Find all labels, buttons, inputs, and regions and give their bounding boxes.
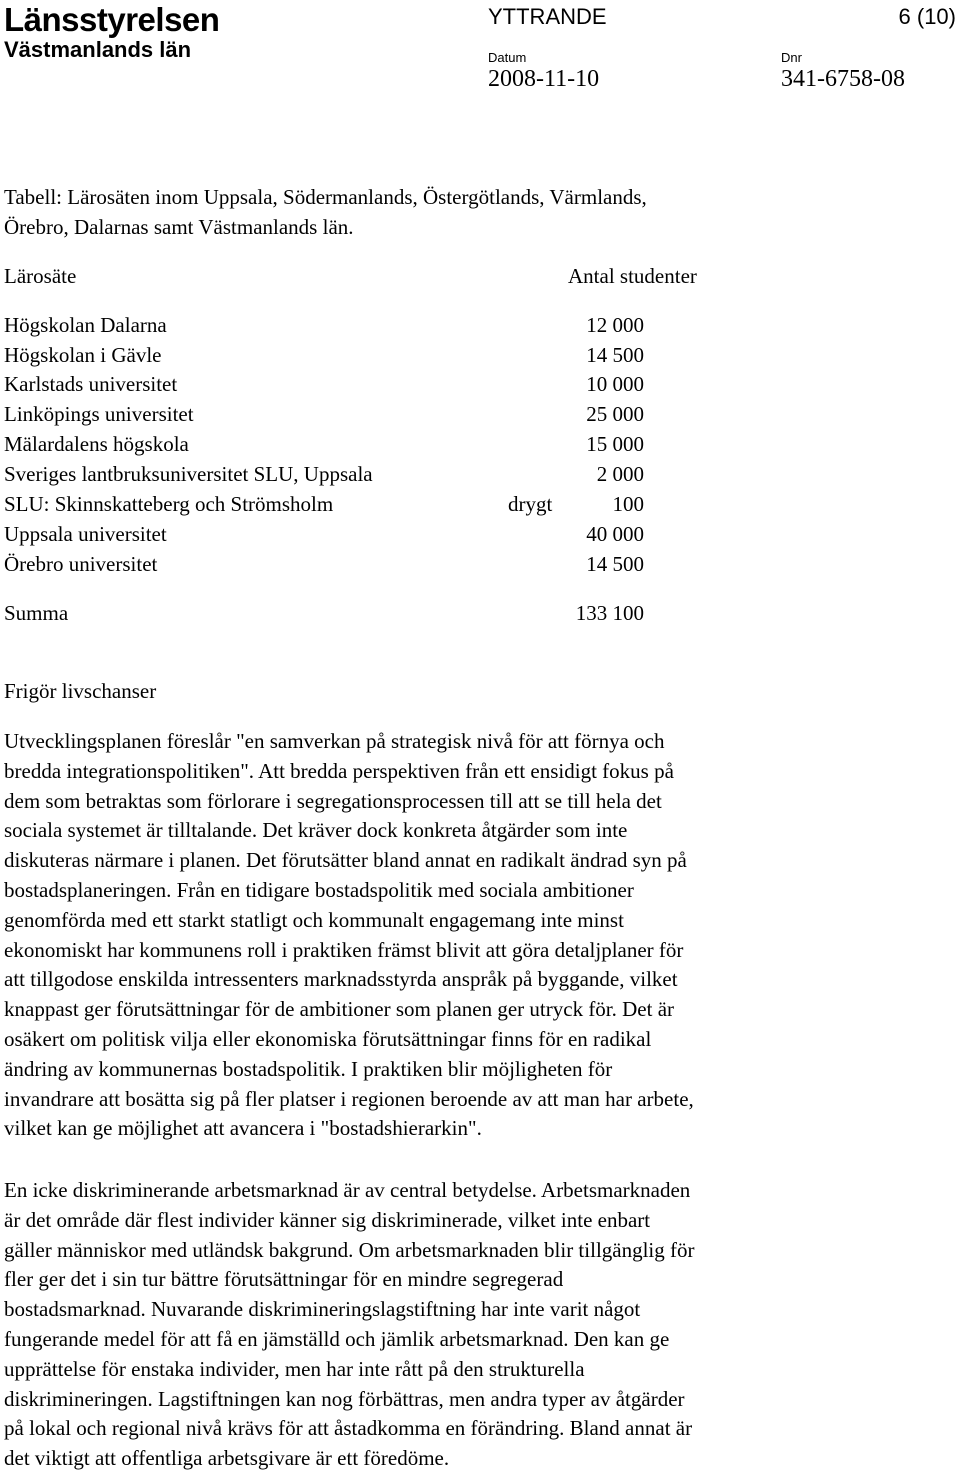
text-line: genomförda med ett starkt statligt och kommunalt engagemang inte minst [4, 907, 624, 932]
text-line: En icke diskriminerande arbetsmarknad är av central betydelse. Arbetsmarknaden [4, 1178, 691, 1202]
text-line: diskrimineringen. Lagstiftningen kan nog förbättras, men andra typer av åtgärder [4, 1386, 685, 1411]
text-line: osäkert om politisk vilja eller ekonomiska förutsättningar finns för en radikal [4, 1026, 652, 1051]
student-count: 14 500 [586, 343, 644, 367]
institution-name: Karlstads universitet [4, 372, 178, 396]
column-header-institution: Lärosäte [4, 264, 77, 288]
student-count: 15 000 [586, 432, 644, 456]
student-count: 40 000 [586, 522, 644, 546]
authority-logo [4, 2, 219, 62]
institution-name: Högskolan Dalarna [4, 313, 167, 337]
text-line: bredda integrationspolitiken". Att bredda perspektiven från ett ensidigt fokus på [4, 758, 674, 783]
column-header-students: Antal studenter [568, 264, 697, 288]
student-count: 10 000 [586, 372, 644, 396]
student-count: 2 000 [596, 462, 644, 486]
text-line: vilket kan ge möjlighet att avancera i "bostadshierarkin". [4, 1116, 482, 1141]
logo-county: Västmanlands län [4, 37, 192, 62]
institution-name: Linköpings universitet [4, 402, 194, 426]
text-line: fungerande medel för att få en jämställd och jämlik arbetsmarknad. Den kan ge [4, 1326, 670, 1351]
text-line: Utvecklingsplanen föreslår "en samverkan på strategisk nivå för att förnya och [4, 729, 665, 753]
student-count: 100 [612, 492, 644, 516]
institution-name: Sveriges lantbruksuniversitet SLU, Uppsala [4, 462, 373, 486]
text-line: fler ger det i sin tur bättre förutsättningar för en mindre segregerad [4, 1267, 564, 1292]
date-value: 2008-11-10 [488, 66, 600, 92]
student-count: 14 500 [586, 552, 644, 576]
institution-name: Mälardalens högskola [4, 432, 189, 456]
table-caption [4, 182, 904, 242]
total-label: Summa [4, 601, 69, 625]
logo-name: Länsstyrelsen [4, 1, 220, 38]
text-line: det viktigt att offentliga arbetsgivare är ett föredöme. [4, 1446, 450, 1471]
institution-name: SLU: Skinnskatteberg och Strömsholm [4, 492, 334, 516]
text-line: upprättelse för enstaka individer, men har inte rått på den strukturella [4, 1356, 585, 1381]
text-line: gäller människor med utländsk bakgrund. Om arbetsmarknaden blir tillgänglig för [4, 1237, 695, 1262]
paragraph-2 [4, 1176, 695, 1474]
text-line: bostadsmarknad. Nuvarande diskrimineringslagstiftning har inte varit något [4, 1297, 641, 1322]
text-line: bostadsplaneringen. Från en tidigare bostadspolitik med sociala ambitioner [4, 877, 634, 902]
dnr-label: Dnr [781, 50, 802, 65]
date-label: Datum [488, 50, 527, 65]
dnr-value: 341-6758-08 [781, 66, 905, 92]
text-line: är det område där flest individer känner sig diskriminerade, vilket inte enbart [4, 1207, 651, 1232]
caption-line: Örebro, Dalarnas samt Västmanlands län. [4, 215, 354, 239]
text-line: dem som betraktas som förlorare i segregationsprocessen till att se till hela det [4, 788, 662, 813]
text-line: invandrare att bosätta sig på fler platser i regionen beroende av att man har arbete, [4, 1086, 694, 1111]
total-value: 133 100 [575, 601, 644, 625]
institution-name: Örebro universitet [4, 552, 158, 576]
text-line: ekonomiskt har kommunens roll i praktiken främst blivit att göra detaljplaner för [4, 937, 684, 962]
institution-name: Uppsala universitet [4, 522, 167, 546]
page-number: 6 (10) [898, 4, 956, 29]
count-qualifier: drygt [508, 492, 553, 516]
paragraph-1 [4, 727, 694, 1144]
section-heading: Frigör livschanser [4, 679, 157, 703]
text-line: diskuteras närmare i planen. Det förutsätter bland annat en radikalt ändrad syn på [4, 848, 687, 873]
student-count: 25 000 [586, 402, 644, 426]
document-type: YTTRANDE [488, 4, 607, 29]
caption-line: Tabell: Lärosäten inom Uppsala, Södermanlands, Östergötlands, Värmlands, [4, 185, 647, 209]
text-line: sociala systemet är tilltalande. Det kräver dock konkreta åtgärder som inte [4, 818, 628, 843]
student-count: 12 000 [586, 313, 644, 337]
text-line: knappast ger förutsättningar för de ambitioner som planen ger utryck för. Det är [4, 997, 675, 1022]
text-line: på lokal och regional nivå krävs för att åstadkomma en förändring. Bland annat är [4, 1416, 693, 1441]
text-line: att tillgodose enskilda intressenters marknadsstyrda anspråk på byggande, vilket [4, 967, 678, 992]
institution-name: Högskolan i Gävle [4, 343, 162, 367]
text-line: ändring av kommunernas bostadspolitik. I praktiken blir möjligheten för [4, 1056, 613, 1081]
